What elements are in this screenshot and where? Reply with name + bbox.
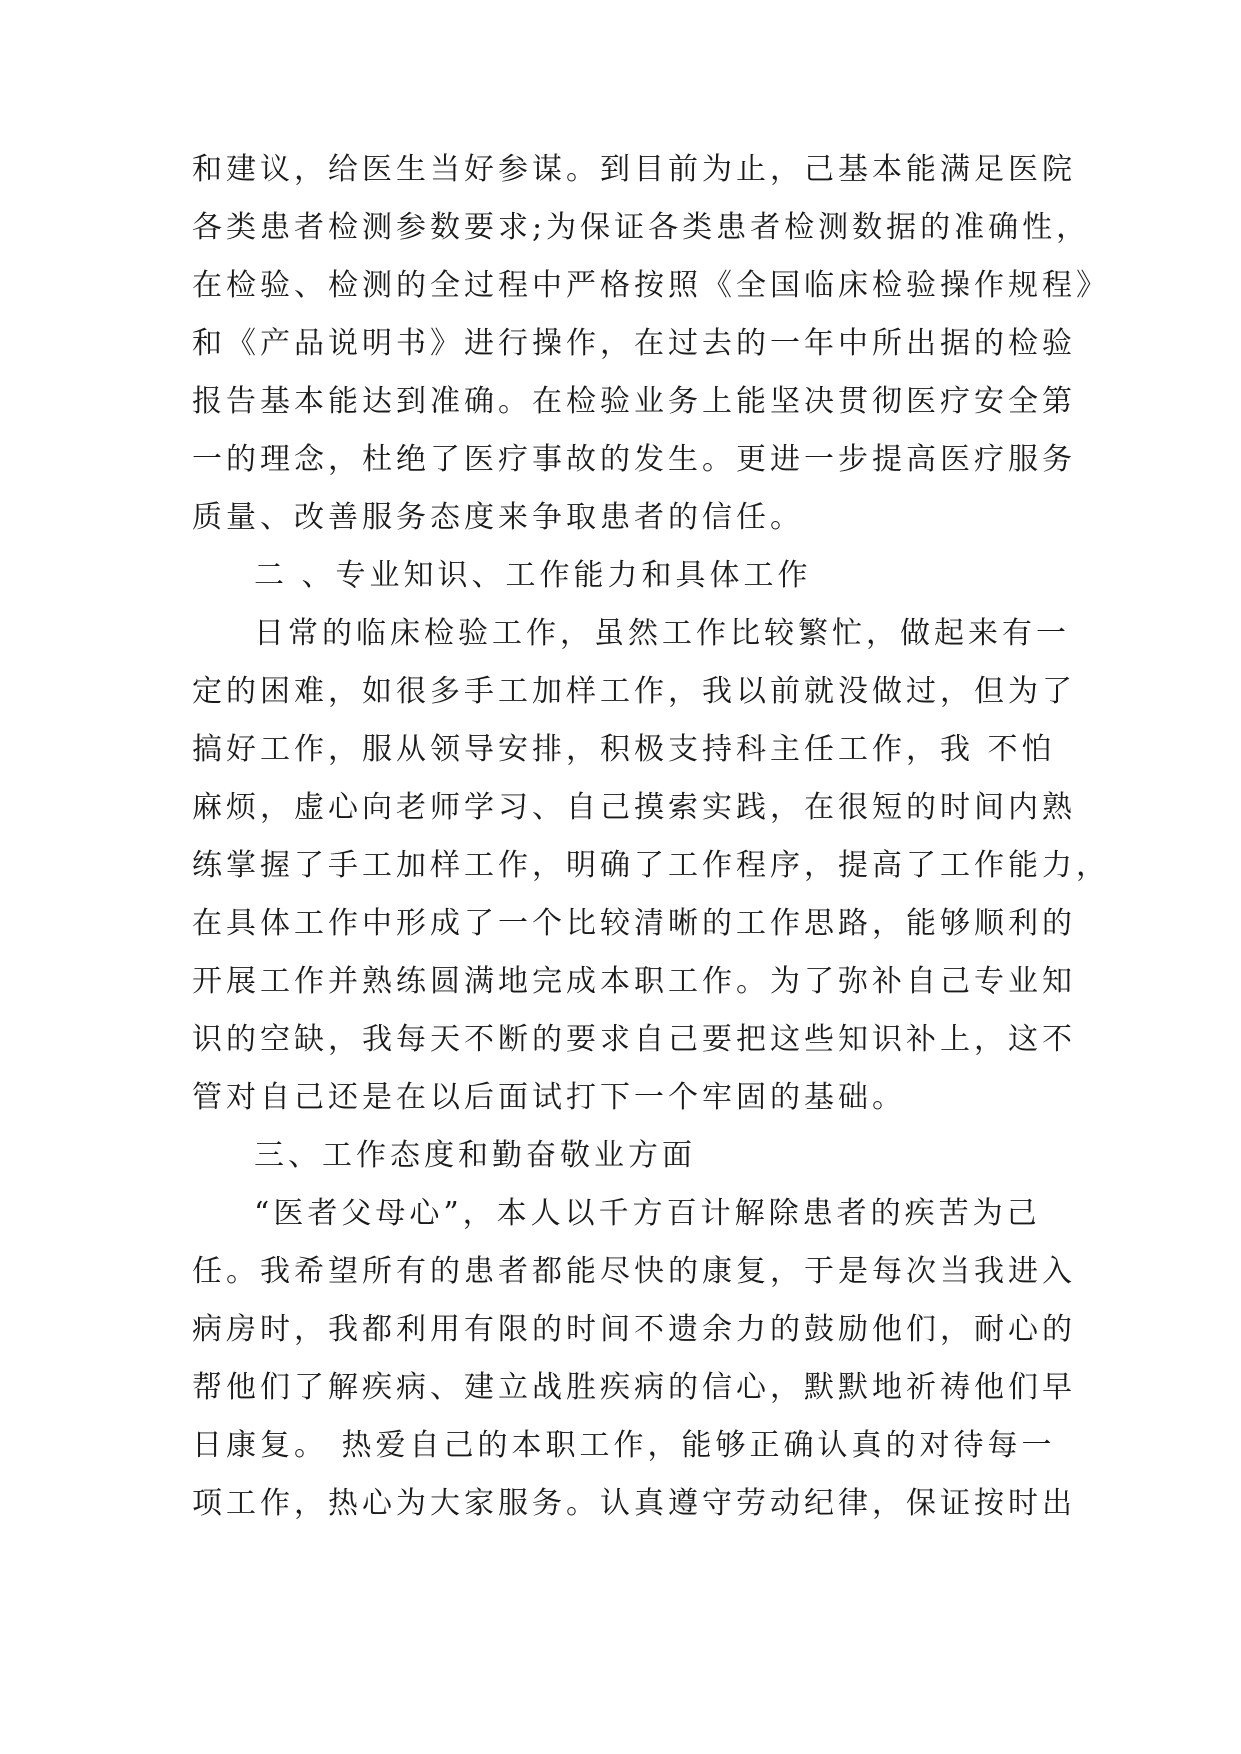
text-line-10: 定的困难，如很多手工加样工作，我以前就没做过，但为了 (192, 674, 1076, 709)
text-line-12: 麻烦，虚心向老师学习、自己摸索实践，在很短的时间内熟 (192, 790, 1076, 825)
section-heading-3: 三、工作态度和勤奋敬业方面 (254, 1138, 696, 1173)
text-line-24: 项工作，热心为大家服务。认真遵守劳动纪律，保证按时出 (192, 1486, 1076, 1521)
text-line-23: 日康复。 热爱自己的本职工作，能够正确认真的对待每一 (192, 1428, 1056, 1463)
section-heading-2: 二 、专业知识、工作能力和具体工作 (254, 558, 812, 593)
text-line-2: 各类患者检测参数要求;为保证各类患者检测数据的准确性， (192, 210, 1091, 245)
text-line-3: 在检验、检测的全过程中严格按照《全国临床检验操作规程》 (192, 268, 1110, 303)
text-line-20: 任。我希望所有的患者都能尽快的康复，于是每次当我进入 (192, 1254, 1076, 1289)
text-line-17: 管对自己还是在以后面试打下一个牢固的基础。 (192, 1080, 906, 1115)
text-line-11: 搞好工作，服从领导安排，积极支持科主任工作，我 不怕 (192, 732, 1056, 767)
text-line-19: “医者父母心”，本人以千方百计解除患者的疾苦为己 (254, 1196, 1041, 1231)
text-line-14: 在具体工作中形成了一个比较清晰的工作思路，能够顺利的 (192, 906, 1076, 941)
text-line-16: 识的空缺，我每天不断的要求自己要把这些知识补上，这不 (192, 1022, 1076, 1057)
text-line-1: 和建议，给医生当好参谋。到目前为止，己基本能满足医院 (192, 152, 1076, 187)
text-line-4: 和《产品说明书》进行操作，在过去的一年中所出据的检验 (192, 326, 1076, 361)
text-line-22: 帮他们了解疾病、建立战胜疾病的信心，默默地祈祷他们早 (192, 1370, 1076, 1405)
text-line-15: 开展工作并熟练圆满地完成本职工作。为了弥补自己专业知 (192, 964, 1076, 999)
text-line-9: 日常的临床检验工作，虽然工作比较繁忙，做起来有一 (254, 616, 1070, 651)
text-line-5: 报告基本能达到准确。在检验业务上能坚决贯彻医疗安全第 (192, 384, 1076, 419)
text-line-7: 质量、改善服务态度来争取患者的信任。 (192, 500, 804, 535)
text-line-6: 一的理念，杜绝了医疗事故的发生。更进一步提高医疗服务 (192, 442, 1076, 477)
text-line-21: 病房时，我都利用有限的时间不遗余力的鼓励他们，耐心的 (192, 1312, 1076, 1347)
text-line-13: 练掌握了手工加样工作，明确了工作程序，提高了工作能力， (192, 848, 1110, 883)
